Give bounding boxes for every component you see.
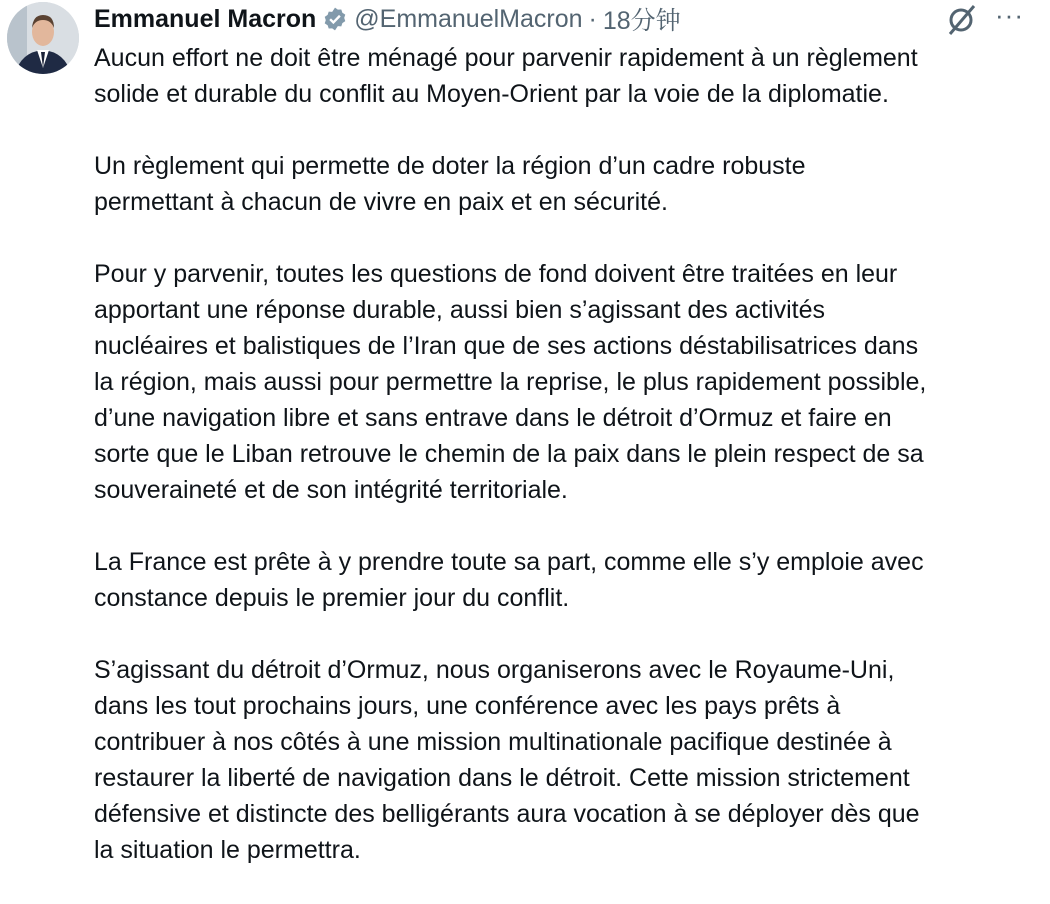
text-line: solide et durable du conflit au Moyen-Orient par la voie de la diplomatie. xyxy=(94,80,889,108)
meta-separator: · xyxy=(588,4,597,33)
verified-badge-icon xyxy=(322,6,348,32)
avatar[interactable] xyxy=(7,2,79,74)
text-line: contribuer à nos côtés à une mission multinationale pacifique destinée à xyxy=(94,728,892,756)
text-line: apportant une réponse durable, aussi bien s’agissant des activités xyxy=(94,296,826,324)
text-line: sorte que le Liban retrouve le chemin de la paix dans le plein respect de sa xyxy=(94,440,924,468)
tweet-text xyxy=(94,40,926,904)
tweet-time[interactable]: 18分钟 xyxy=(602,7,681,35)
text-line: La France est prête à y prendre toute sa part, comme elle s’y emploie avec xyxy=(94,548,924,576)
text-line: S’agissant du détroit d’Ormuz, nous organiserons avec le Royaume-Uni, xyxy=(94,656,895,684)
text-line: permettant à chacun de vivre en paix et en sécurité. xyxy=(94,188,668,216)
text-line: souveraineté et de son intégrité territoriale. xyxy=(94,476,568,504)
text-line: Aucun effort ne doit être ménagé pour parvenir rapidement à un règlement xyxy=(94,44,918,72)
author-handle[interactable]: @EmmanuelMacron xyxy=(354,4,583,33)
tweet-paragraph xyxy=(94,40,926,112)
text-line: restaurer la liberté de navigation dans le détroit. Cette mission strictement xyxy=(94,764,910,792)
tweet-paragraph xyxy=(94,148,926,220)
text-line: dans les tout prochains jours, une conférence avec les pays prêts à xyxy=(94,692,841,720)
text-line: défensive et distincte des belligérants aura vocation à se déployer dès que xyxy=(94,800,920,828)
more-options-button[interactable]: ··· xyxy=(995,0,1024,30)
text-line: constance depuis le premier jour du conflit. xyxy=(94,584,570,612)
tweet-paragraph xyxy=(94,256,926,508)
tweet-paragraph xyxy=(94,544,926,616)
text-line: d’une navigation libre et sans entrave dans le détroit d’Ormuz et faire en xyxy=(94,404,892,432)
grok-icon[interactable] xyxy=(944,4,978,41)
text-line: Un règlement qui permette de doter la région d’un cadre robuste xyxy=(94,152,806,180)
text-line: la région, mais aussi pour permettre la reprise, le plus rapidement possible, xyxy=(94,368,927,396)
tweet-header xyxy=(94,2,681,36)
avatar-photo-icon xyxy=(7,2,79,74)
text-line: nucléaires et balistiques de l’Iran que de ses actions déstabilisatrices dans xyxy=(94,332,919,360)
text-line: Pour y parvenir, toutes les questions de fond doivent être traitées en leur xyxy=(94,260,898,288)
author-name[interactable]: Emmanuel Macron xyxy=(94,4,317,33)
text-line: la situation le permettra. xyxy=(94,836,361,864)
tweet-paragraph xyxy=(94,652,926,868)
